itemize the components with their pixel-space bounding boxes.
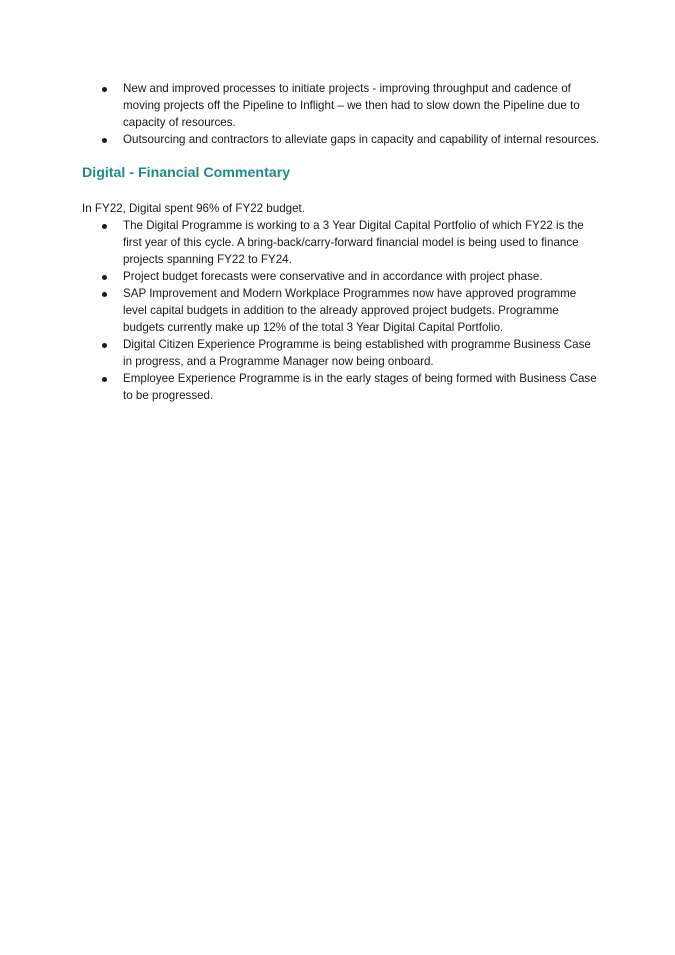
bullet-icon: [102, 87, 107, 92]
list-item-text: New and improved processes to initiate projects - improving throughput and cadence of moving projects off the Pipeline to Inflight – we then had to slow down the Pipeline due to capacity of resources.: [123, 82, 580, 129]
list-item: [82, 336, 602, 370]
bullet-icon: [102, 224, 107, 229]
section-bullet-list: [82, 217, 602, 404]
list-item-text: Outsourcing and contractors to alleviate gaps in capacity and capability of internal resources.: [123, 133, 600, 146]
top-bullet-list: [82, 80, 602, 148]
list-item: [82, 217, 602, 268]
section-heading: Digital - Financial Commentary: [82, 165, 291, 181]
bullet-icon: [102, 292, 107, 297]
list-item: [82, 131, 602, 148]
list-item: [82, 285, 602, 336]
list-item-text: Employee Experience Programme is in the early stages of being formed with Business Case to be progressed.: [123, 372, 597, 402]
list-item-text: Project budget forecasts were conservative and in accordance with project phase.: [123, 270, 543, 283]
bullet-icon: [102, 138, 107, 143]
intro-paragraph: In FY22, Digital spent 96% of FY22 budget.: [82, 202, 305, 215]
list-item-text: The Digital Programme is working to a 3 Year Digital Capital Portfolio of which FY22 is the first year of this cycle. A bring-back/carry-forward financial model is being used to finance projects spanning FY22 to FY24.: [123, 219, 584, 266]
page-content: [82, 80, 602, 404]
list-item-text: Digital Citizen Experience Programme is being established with programme Business Case in progress, and a Programme Manager now being onboard.: [123, 338, 591, 368]
list-item: [82, 268, 602, 285]
list-item: [82, 80, 602, 131]
list-item-text: SAP Improvement and Modern Workplace Programmes now have approved programme level capital budgets in addition to the already approved project budgets. Programme budgets currently make up 12% of the total 3 Year Digital Capital Portfolio.: [123, 287, 577, 334]
bullet-icon: [102, 377, 107, 382]
bullet-icon: [102, 343, 107, 348]
list-item: [82, 370, 602, 404]
bullet-icon: [102, 275, 107, 280]
